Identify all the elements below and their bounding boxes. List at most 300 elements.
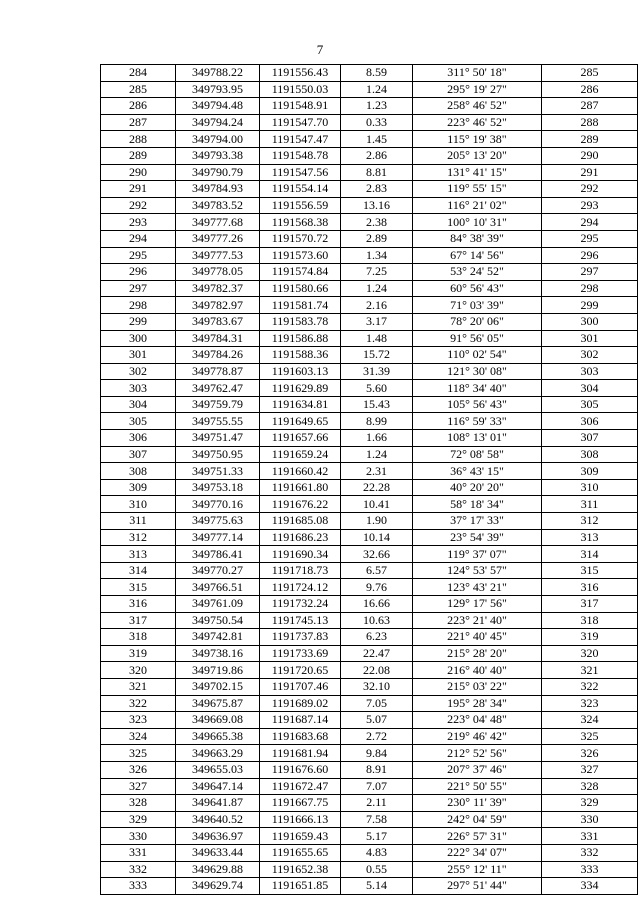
- table-row: [101, 131, 638, 148]
- bearing-cell: 121° 30' 08": [413, 363, 542, 380]
- y-coordinate-cell: 1191657.66: [260, 430, 341, 447]
- y-coordinate-cell: 1191659.24: [260, 446, 341, 463]
- point-number-cell: 324: [101, 728, 176, 745]
- bearing-cell: 219° 46' 42": [413, 728, 542, 745]
- x-coordinate-cell: 349782.37: [176, 280, 260, 297]
- distance-cell: 8.99: [341, 413, 413, 430]
- coordinates-table-body: [101, 65, 638, 895]
- next-point-cell: 320: [542, 645, 638, 662]
- point-number-cell: 300: [101, 330, 176, 347]
- x-coordinate-cell: 349784.93: [176, 181, 260, 198]
- distance-cell: 13.16: [341, 197, 413, 214]
- distance-cell: 2.11: [341, 795, 413, 812]
- distance-cell: 5.07: [341, 712, 413, 729]
- bearing-cell: 23° 54' 39": [413, 529, 542, 546]
- point-number-cell: 314: [101, 562, 176, 579]
- bearing-cell: 221° 40' 45": [413, 629, 542, 646]
- next-point-cell: 330: [542, 811, 638, 828]
- next-point-cell: 319: [542, 629, 638, 646]
- next-point-cell: 305: [542, 396, 638, 413]
- distance-cell: 32.66: [341, 546, 413, 563]
- x-coordinate-cell: 349793.95: [176, 81, 260, 98]
- distance-cell: 2.72: [341, 728, 413, 745]
- y-coordinate-cell: 1191550.03: [260, 81, 341, 98]
- point-number-cell: 293: [101, 214, 176, 231]
- table-row: [101, 629, 638, 646]
- y-coordinate-cell: 1191686.23: [260, 529, 341, 546]
- point-number-cell: 311: [101, 513, 176, 530]
- next-point-cell: 332: [542, 844, 638, 861]
- x-coordinate-cell: 349777.53: [176, 247, 260, 264]
- table-row: [101, 479, 638, 496]
- bearing-cell: 58° 18' 34": [413, 496, 542, 513]
- table-row: [101, 579, 638, 596]
- next-point-cell: 298: [542, 280, 638, 297]
- point-number-cell: 318: [101, 629, 176, 646]
- table-row: [101, 98, 638, 115]
- distance-cell: 9.84: [341, 745, 413, 762]
- distance-cell: 0.55: [341, 861, 413, 878]
- y-coordinate-cell: 1191667.75: [260, 795, 341, 812]
- distance-cell: 2.16: [341, 297, 413, 314]
- distance-cell: 15.72: [341, 347, 413, 364]
- bearing-cell: 124° 53' 57": [413, 562, 542, 579]
- bearing-cell: 91° 56' 05": [413, 330, 542, 347]
- y-coordinate-cell: 1191666.13: [260, 811, 341, 828]
- y-coordinate-cell: 1191676.60: [260, 761, 341, 778]
- table-row: [101, 695, 638, 712]
- y-coordinate-cell: 1191634.81: [260, 396, 341, 413]
- y-coordinate-cell: 1191581.74: [260, 297, 341, 314]
- bearing-cell: 207° 37' 46": [413, 761, 542, 778]
- y-coordinate-cell: 1191580.66: [260, 280, 341, 297]
- point-number-cell: 322: [101, 695, 176, 712]
- y-coordinate-cell: 1191588.36: [260, 347, 341, 364]
- point-number-cell: 302: [101, 363, 176, 380]
- distance-cell: 32.10: [341, 678, 413, 695]
- y-coordinate-cell: 1191655.65: [260, 844, 341, 861]
- point-number-cell: 326: [101, 761, 176, 778]
- bearing-cell: 195° 28' 34": [413, 695, 542, 712]
- x-coordinate-cell: 349751.47: [176, 430, 260, 447]
- table-row: [101, 844, 638, 861]
- y-coordinate-cell: 1191583.78: [260, 313, 341, 330]
- table-row: [101, 280, 638, 297]
- bearing-cell: 212° 52' 56": [413, 745, 542, 762]
- next-point-cell: 315: [542, 562, 638, 579]
- table-row: [101, 380, 638, 397]
- point-number-cell: 313: [101, 546, 176, 563]
- next-point-cell: 325: [542, 728, 638, 745]
- table-row: [101, 430, 638, 447]
- next-point-cell: 306: [542, 413, 638, 430]
- bearing-cell: 223° 21' 40": [413, 612, 542, 629]
- next-point-cell: 295: [542, 230, 638, 247]
- x-coordinate-cell: 349750.95: [176, 446, 260, 463]
- distance-cell: 5.60: [341, 380, 413, 397]
- distance-cell: 22.28: [341, 479, 413, 496]
- point-number-cell: 310: [101, 496, 176, 513]
- point-number-cell: 287: [101, 114, 176, 131]
- point-number-cell: 291: [101, 181, 176, 198]
- y-coordinate-cell: 1191687.14: [260, 712, 341, 729]
- x-coordinate-cell: 349761.09: [176, 596, 260, 613]
- distance-cell: 1.23: [341, 98, 413, 115]
- distance-cell: 8.59: [341, 65, 413, 82]
- next-point-cell: 321: [542, 662, 638, 679]
- bearing-cell: 40° 20' 20": [413, 479, 542, 496]
- point-number-cell: 292: [101, 197, 176, 214]
- next-point-cell: 294: [542, 214, 638, 231]
- table-row: [101, 313, 638, 330]
- point-number-cell: 317: [101, 612, 176, 629]
- distance-cell: 2.86: [341, 147, 413, 164]
- point-number-cell: 306: [101, 430, 176, 447]
- distance-cell: 2.38: [341, 214, 413, 231]
- bearing-cell: 105° 56' 43": [413, 396, 542, 413]
- next-point-cell: 312: [542, 513, 638, 530]
- point-number-cell: 320: [101, 662, 176, 679]
- table-row: [101, 745, 638, 762]
- y-coordinate-cell: 1191586.88: [260, 330, 341, 347]
- point-number-cell: 325: [101, 745, 176, 762]
- bearing-cell: 215° 28' 20": [413, 645, 542, 662]
- y-coordinate-cell: 1191660.42: [260, 463, 341, 480]
- bearing-cell: 205° 13' 20": [413, 147, 542, 164]
- x-coordinate-cell: 349793.38: [176, 147, 260, 164]
- y-coordinate-cell: 1191556.59: [260, 197, 341, 214]
- x-coordinate-cell: 349663.29: [176, 745, 260, 762]
- next-point-cell: 308: [542, 446, 638, 463]
- y-coordinate-cell: 1191720.65: [260, 662, 341, 679]
- point-number-cell: 315: [101, 579, 176, 596]
- table-row: [101, 795, 638, 812]
- bearing-cell: 110° 02' 54": [413, 347, 542, 364]
- bearing-cell: 223° 04' 48": [413, 712, 542, 729]
- point-number-cell: 289: [101, 147, 176, 164]
- table-row: [101, 297, 638, 314]
- point-number-cell: 290: [101, 164, 176, 181]
- point-number-cell: 284: [101, 65, 176, 82]
- next-point-cell: 288: [542, 114, 638, 131]
- table-row: [101, 147, 638, 164]
- distance-cell: 1.66: [341, 430, 413, 447]
- y-coordinate-cell: 1191707.46: [260, 678, 341, 695]
- next-point-cell: 286: [542, 81, 638, 98]
- point-number-cell: 307: [101, 446, 176, 463]
- y-coordinate-cell: 1191737.83: [260, 629, 341, 646]
- next-point-cell: 300: [542, 313, 638, 330]
- distance-cell: 16.66: [341, 596, 413, 613]
- x-coordinate-cell: 349766.51: [176, 579, 260, 596]
- x-coordinate-cell: 349702.15: [176, 678, 260, 695]
- bearing-cell: 223° 46' 52": [413, 114, 542, 131]
- next-point-cell: 293: [542, 197, 638, 214]
- x-coordinate-cell: 349750.54: [176, 612, 260, 629]
- bearing-cell: 116° 21' 02": [413, 197, 542, 214]
- table-row: [101, 463, 638, 480]
- distance-cell: 6.57: [341, 562, 413, 579]
- x-coordinate-cell: 349786.41: [176, 546, 260, 563]
- y-coordinate-cell: 1191556.43: [260, 65, 341, 82]
- bearing-cell: 84° 38' 39": [413, 230, 542, 247]
- point-number-cell: 288: [101, 131, 176, 148]
- y-coordinate-cell: 1191554.14: [260, 181, 341, 198]
- bearing-cell: 311° 50' 18": [413, 65, 542, 82]
- y-coordinate-cell: 1191649.65: [260, 413, 341, 430]
- point-number-cell: 286: [101, 98, 176, 115]
- x-coordinate-cell: 349777.26: [176, 230, 260, 247]
- next-point-cell: 297: [542, 264, 638, 281]
- distance-cell: 5.14: [341, 878, 413, 895]
- next-point-cell: 313: [542, 529, 638, 546]
- distance-cell: 8.81: [341, 164, 413, 181]
- next-point-cell: 331: [542, 828, 638, 845]
- distance-cell: 22.08: [341, 662, 413, 679]
- bearing-cell: 119° 37' 07": [413, 546, 542, 563]
- bearing-cell: 242° 04' 59": [413, 811, 542, 828]
- bearing-cell: 215° 03' 22": [413, 678, 542, 695]
- bearing-cell: 131° 41' 15": [413, 164, 542, 181]
- x-coordinate-cell: 349669.08: [176, 712, 260, 729]
- y-coordinate-cell: 1191570.72: [260, 230, 341, 247]
- table-row: [101, 264, 638, 281]
- table-row: [101, 712, 638, 729]
- bearing-cell: 36° 43' 15": [413, 463, 542, 480]
- next-point-cell: 287: [542, 98, 638, 115]
- bearing-cell: 78° 20' 06": [413, 313, 542, 330]
- distance-cell: 2.83: [341, 181, 413, 198]
- x-coordinate-cell: 349719.86: [176, 662, 260, 679]
- x-coordinate-cell: 349783.52: [176, 197, 260, 214]
- table-row: [101, 828, 638, 845]
- table-row: [101, 164, 638, 181]
- next-point-cell: 333: [542, 861, 638, 878]
- x-coordinate-cell: 349777.14: [176, 529, 260, 546]
- table-row: [101, 728, 638, 745]
- y-coordinate-cell: 1191690.34: [260, 546, 341, 563]
- bearing-cell: 71° 03' 39": [413, 297, 542, 314]
- table-row: [101, 214, 638, 231]
- next-point-cell: 329: [542, 795, 638, 812]
- point-number-cell: 295: [101, 247, 176, 264]
- bearing-cell: 230° 11' 39": [413, 795, 542, 812]
- next-point-cell: 290: [542, 147, 638, 164]
- bearing-cell: 258° 46' 52": [413, 98, 542, 115]
- point-number-cell: 328: [101, 795, 176, 812]
- x-coordinate-cell: 349762.47: [176, 380, 260, 397]
- point-number-cell: 323: [101, 712, 176, 729]
- point-number-cell: 321: [101, 678, 176, 695]
- x-coordinate-cell: 349753.18: [176, 479, 260, 496]
- distance-cell: 3.17: [341, 313, 413, 330]
- x-coordinate-cell: 349783.67: [176, 313, 260, 330]
- bearing-cell: 255° 12' 11": [413, 861, 542, 878]
- bearing-cell: 295° 19' 27": [413, 81, 542, 98]
- next-point-cell: 322: [542, 678, 638, 695]
- point-number-cell: 298: [101, 297, 176, 314]
- distance-cell: 1.45: [341, 131, 413, 148]
- x-coordinate-cell: 349751.33: [176, 463, 260, 480]
- distance-cell: 31.39: [341, 363, 413, 380]
- y-coordinate-cell: 1191651.85: [260, 878, 341, 895]
- point-number-cell: 299: [101, 313, 176, 330]
- x-coordinate-cell: 349788.22: [176, 65, 260, 82]
- next-point-cell: 296: [542, 247, 638, 264]
- table-row: [101, 396, 638, 413]
- x-coordinate-cell: 349759.79: [176, 396, 260, 413]
- x-coordinate-cell: 349770.16: [176, 496, 260, 513]
- point-number-cell: 332: [101, 861, 176, 878]
- bearing-cell: 221° 50' 55": [413, 778, 542, 795]
- y-coordinate-cell: 1191568.38: [260, 214, 341, 231]
- next-point-cell: 292: [542, 181, 638, 198]
- table-row: [101, 612, 638, 629]
- bearing-cell: 116° 59' 33": [413, 413, 542, 430]
- next-point-cell: 291: [542, 164, 638, 181]
- table-row: [101, 596, 638, 613]
- y-coordinate-cell: 1191547.70: [260, 114, 341, 131]
- point-number-cell: 312: [101, 529, 176, 546]
- y-coordinate-cell: 1191603.13: [260, 363, 341, 380]
- y-coordinate-cell: 1191681.94: [260, 745, 341, 762]
- x-coordinate-cell: 349665.38: [176, 728, 260, 745]
- bearing-cell: 100° 10' 31": [413, 214, 542, 231]
- table-row: [101, 678, 638, 695]
- page-number: 7: [316, 42, 324, 57]
- y-coordinate-cell: 1191652.38: [260, 861, 341, 878]
- y-coordinate-cell: 1191672.47: [260, 778, 341, 795]
- x-coordinate-cell: 349784.31: [176, 330, 260, 347]
- table-row: [101, 413, 638, 430]
- distance-cell: 22.47: [341, 645, 413, 662]
- point-number-cell: 319: [101, 645, 176, 662]
- x-coordinate-cell: 349641.87: [176, 795, 260, 812]
- point-number-cell: 329: [101, 811, 176, 828]
- bearing-cell: 53° 24' 52": [413, 264, 542, 281]
- next-point-cell: 334: [542, 878, 638, 895]
- x-coordinate-cell: 349738.16: [176, 645, 260, 662]
- y-coordinate-cell: 1191661.80: [260, 479, 341, 496]
- point-number-cell: 331: [101, 844, 176, 861]
- next-point-cell: 317: [542, 596, 638, 613]
- x-coordinate-cell: 349777.68: [176, 214, 260, 231]
- y-coordinate-cell: 1191683.68: [260, 728, 341, 745]
- distance-cell: 2.31: [341, 463, 413, 480]
- bearing-cell: 216° 40' 40": [413, 662, 542, 679]
- distance-cell: 5.17: [341, 828, 413, 845]
- y-coordinate-cell: 1191548.78: [260, 147, 341, 164]
- bearing-cell: 123° 43' 21": [413, 579, 542, 596]
- next-point-cell: 324: [542, 712, 638, 729]
- y-coordinate-cell: 1191547.56: [260, 164, 341, 181]
- next-point-cell: 303: [542, 363, 638, 380]
- distance-cell: 8.91: [341, 761, 413, 778]
- next-point-cell: 323: [542, 695, 638, 712]
- x-coordinate-cell: 349782.97: [176, 297, 260, 314]
- point-number-cell: 294: [101, 230, 176, 247]
- next-point-cell: 316: [542, 579, 638, 596]
- x-coordinate-cell: 349778.87: [176, 363, 260, 380]
- table-row: [101, 562, 638, 579]
- table-row: [101, 114, 638, 131]
- x-coordinate-cell: 349636.97: [176, 828, 260, 845]
- table-row: [101, 861, 638, 878]
- x-coordinate-cell: 349790.79: [176, 164, 260, 181]
- distance-cell: 1.24: [341, 280, 413, 297]
- x-coordinate-cell: 349647.14: [176, 778, 260, 795]
- bearing-cell: 119° 55' 15": [413, 181, 542, 198]
- distance-cell: 0.33: [341, 114, 413, 131]
- y-coordinate-cell: 1191685.08: [260, 513, 341, 530]
- x-coordinate-cell: 349778.05: [176, 264, 260, 281]
- bearing-cell: 108° 13' 01": [413, 430, 542, 447]
- next-point-cell: 328: [542, 778, 638, 795]
- x-coordinate-cell: 349794.00: [176, 131, 260, 148]
- distance-cell: 7.05: [341, 695, 413, 712]
- distance-cell: 1.34: [341, 247, 413, 264]
- point-number-cell: 308: [101, 463, 176, 480]
- y-coordinate-cell: 1191573.60: [260, 247, 341, 264]
- distance-cell: 4.83: [341, 844, 413, 861]
- distance-cell: 15.43: [341, 396, 413, 413]
- distance-cell: 7.07: [341, 778, 413, 795]
- x-coordinate-cell: 349655.03: [176, 761, 260, 778]
- point-number-cell: 305: [101, 413, 176, 430]
- bearing-cell: 72° 08' 58": [413, 446, 542, 463]
- bearing-cell: 297° 51' 44": [413, 878, 542, 895]
- x-coordinate-cell: 349629.74: [176, 878, 260, 895]
- x-coordinate-cell: 349775.63: [176, 513, 260, 530]
- table-row: [101, 761, 638, 778]
- point-number-cell: 304: [101, 396, 176, 413]
- x-coordinate-cell: 349629.88: [176, 861, 260, 878]
- x-coordinate-cell: 349633.44: [176, 844, 260, 861]
- y-coordinate-cell: 1191548.91: [260, 98, 341, 115]
- y-coordinate-cell: 1191718.73: [260, 562, 341, 579]
- x-coordinate-cell: 349742.81: [176, 629, 260, 646]
- table-row: [101, 778, 638, 795]
- table-row: [101, 181, 638, 198]
- x-coordinate-cell: 349640.52: [176, 811, 260, 828]
- distance-cell: 7.58: [341, 811, 413, 828]
- y-coordinate-cell: 1191574.84: [260, 264, 341, 281]
- point-number-cell: 327: [101, 778, 176, 795]
- distance-cell: 7.25: [341, 264, 413, 281]
- distance-cell: 1.24: [341, 446, 413, 463]
- coordinates-table: [100, 64, 638, 895]
- y-coordinate-cell: 1191724.12: [260, 579, 341, 596]
- y-coordinate-cell: 1191676.22: [260, 496, 341, 513]
- x-coordinate-cell: 349784.26: [176, 347, 260, 364]
- y-coordinate-cell: 1191733.69: [260, 645, 341, 662]
- table-row: [101, 662, 638, 679]
- point-number-cell: 333: [101, 878, 176, 895]
- point-number-cell: 309: [101, 479, 176, 496]
- point-number-cell: 303: [101, 380, 176, 397]
- distance-cell: 10.63: [341, 612, 413, 629]
- distance-cell: 1.24: [341, 81, 413, 98]
- table-row: [101, 247, 638, 264]
- distance-cell: 10.14: [341, 529, 413, 546]
- y-coordinate-cell: 1191689.02: [260, 695, 341, 712]
- distance-cell: 10.41: [341, 496, 413, 513]
- next-point-cell: 289: [542, 131, 638, 148]
- table-row: [101, 330, 638, 347]
- next-point-cell: 314: [542, 546, 638, 563]
- distance-cell: 1.48: [341, 330, 413, 347]
- x-coordinate-cell: 349755.55: [176, 413, 260, 430]
